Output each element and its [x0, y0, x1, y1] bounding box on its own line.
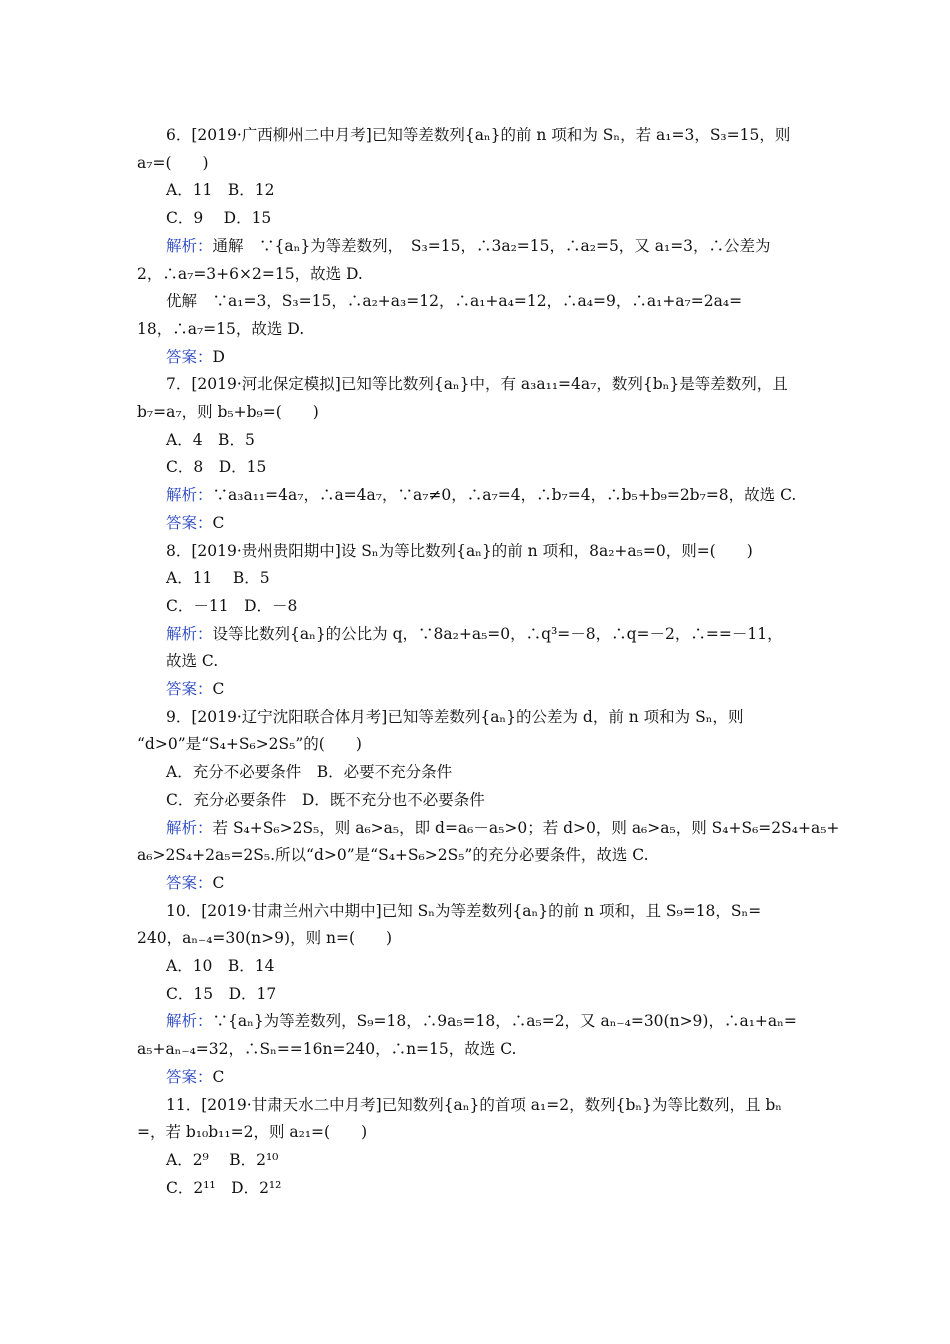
- text-line: [0, 371, 950, 399]
- text-line: [0, 399, 950, 427]
- line-text: a₆>2S₄+2a₅=2S₅.所以“d>0”是“S₄+S₆>2S₅”的充分必要条件，故选 C.: [137, 846, 649, 865]
- text-line: [0, 648, 950, 676]
- text-line: [0, 704, 950, 732]
- text-line: [0, 870, 950, 898]
- line-text: 优解 ∵a₁=3，S₃=15，∴a₂+a₃=12，∴a₁+a₄=12，∴a₄=9，∴a₁+a₇=2a₄=: [166, 292, 743, 311]
- text-line: [0, 150, 950, 178]
- line-text: b₇=a₇，则 b₅+b₉=( ): [137, 403, 319, 421]
- line-text: C．9 D．15: [166, 209, 272, 228]
- text-line: [0, 925, 950, 953]
- answer-label: 答案：: [166, 1067, 213, 1086]
- text-line: [0, 1036, 950, 1064]
- line-text: D: [212, 347, 225, 366]
- text-line: [0, 981, 950, 1009]
- answer-label: 答案：: [166, 347, 213, 366]
- line-text: C: [212, 513, 225, 532]
- text-line: [0, 1064, 950, 1092]
- text-line: [0, 288, 950, 316]
- line-text: C．8 D．15: [166, 458, 267, 477]
- text-line: [0, 731, 950, 759]
- line-text: A．10 B．14: [166, 957, 275, 975]
- text-line: [0, 1092, 950, 1120]
- answer-label: 答案：: [166, 680, 213, 698]
- line-text: =，若 b₁₀b₁₁=2，则 a₂₁=( ): [137, 1123, 368, 1142]
- text-line: [0, 759, 950, 787]
- text-line: [0, 842, 950, 870]
- line-text: 8．[2019·贵州贵阳期中]设 Sₙ为等比数列{aₙ}的前 n 项和，8a₂+a₅=0，则=( ): [166, 541, 753, 560]
- line-text: C: [212, 873, 225, 892]
- line-text: A．11 B．12: [166, 181, 275, 200]
- text-line: [0, 621, 950, 649]
- line-text: 若 S₄+S₆>2S₅，则 a₆>a₅，即 d=a₆－a₅>0；若 d>0，则 a₆>a₅，则 S₄+S₆=2S₄+a₅+: [212, 818, 840, 837]
- text-line: [0, 1119, 950, 1147]
- text-line: [0, 454, 950, 482]
- text-line: [0, 787, 950, 815]
- answer-label: 解析：: [166, 818, 213, 837]
- line-text: A．充分不必要条件 B．必要不充分条件: [166, 763, 453, 782]
- text-line: [0, 1175, 950, 1203]
- line-text: A．4 B．5: [166, 430, 255, 449]
- answer-label: 解析：: [166, 486, 213, 505]
- text-line: [0, 953, 950, 981]
- text-line: [0, 1008, 950, 1036]
- text-line: [0, 593, 950, 621]
- line-text: A．2⁹ B．2¹⁰: [166, 1150, 279, 1169]
- text-line: [0, 538, 950, 566]
- text-line: [0, 122, 950, 150]
- line-text: A．11 B．5: [166, 569, 270, 588]
- line-text: 10．[2019·甘肃兰州六中期中]已知 Sₙ为等差数列{aₙ}的前 n 项和，且 S₉=18，Sₙ=: [166, 901, 762, 920]
- text-line: [0, 344, 950, 372]
- text-line: [0, 815, 950, 843]
- line-text: C．－11 D．－8: [166, 596, 298, 615]
- text-line: [0, 482, 950, 510]
- line-text: 9．[2019·辽宁沈阳联合体月考]已知等差数列{aₙ}的公差为 d，前 n 项和为 Sₙ，则: [166, 707, 744, 726]
- line-text: 设等比数列{aₙ}的公比为 q，∵8a₂+a₅=0，∴q³=－8，∴q=－2，∴==－11，: [212, 624, 783, 643]
- line-text: a₇=( ): [137, 153, 209, 172]
- line-text: C: [212, 1067, 225, 1086]
- line-text: 7．[2019·河北保定模拟]已知等比数列{aₙ}中，有 a₃a₁₁=4a₇，数列{bₙ}是等差数列，且: [166, 375, 788, 394]
- answer-label: 解析：: [166, 236, 213, 255]
- line-text: ∵a₃a₁₁=4a₇，∴a=4a₇，∵a₇≠0，∴a₇=4，∴b₇=4，∴b₅+b₉=2b₇=8，故选 C.: [212, 486, 797, 505]
- text-line: [0, 261, 950, 289]
- line-text: a₅+aₙ₋₄=32，∴Sₙ==16n=240，∴n=15，故选 C.: [137, 1040, 517, 1059]
- text-line: [0, 205, 950, 233]
- text-line: [0, 898, 950, 926]
- line-text: 6．[2019·广西柳州二中月考]已知等差数列{aₙ}的前 n 项和为 Sₙ，若 a₁=3，S₃=15，则: [166, 126, 791, 144]
- text-line: [0, 233, 950, 261]
- line-text: 通解 ∵{aₙ}为等差数列， S₃=15，∴3a₂=15，∴a₂=5，又 a₁=3，∴公差为: [212, 236, 771, 255]
- answer-label: 解析：: [166, 624, 213, 643]
- line-text: C．充分必要条件 D．既不充分也不必要条件: [166, 790, 485, 809]
- line-text: 2，∴a₇=3+6×2=15，故选 D.: [137, 264, 363, 283]
- text-line: [0, 676, 950, 704]
- text-line: [0, 1147, 950, 1175]
- line-text: C．15 D．17: [166, 984, 277, 1003]
- text-line: [0, 427, 950, 455]
- line-text: C．2¹¹ D．2¹²: [166, 1178, 282, 1197]
- line-text: C: [212, 680, 225, 698]
- line-text: 18，∴a₇=15，故选 D.: [137, 319, 305, 338]
- text-line: [0, 316, 950, 344]
- text-line: [0, 510, 950, 538]
- line-text: ∵{aₙ}为等差数列，S₉=18，∴9a₅=18，∴a₅=2，又 aₙ₋₄=30(n>9)，∴a₁+aₙ=: [212, 1012, 797, 1031]
- answer-label: 答案：: [166, 873, 213, 892]
- answer-label: 解析：: [166, 1012, 213, 1031]
- answer-label: 答案：: [166, 513, 213, 532]
- text-line: [0, 565, 950, 593]
- line-text: 故选 C.: [166, 652, 219, 671]
- line-text: 240，aₙ₋₄=30(n>9)，则 n=( ): [137, 929, 393, 948]
- text-line: [0, 177, 950, 205]
- line-text: 11．[2019·甘肃天水二中月考]已知数列{aₙ}的首项 a₁=2，数列{bₙ}为等比数列，且 bₙ: [166, 1095, 782, 1114]
- line-text: “d>0”是“S₄+S₆>2S₅”的( ): [137, 735, 362, 754]
